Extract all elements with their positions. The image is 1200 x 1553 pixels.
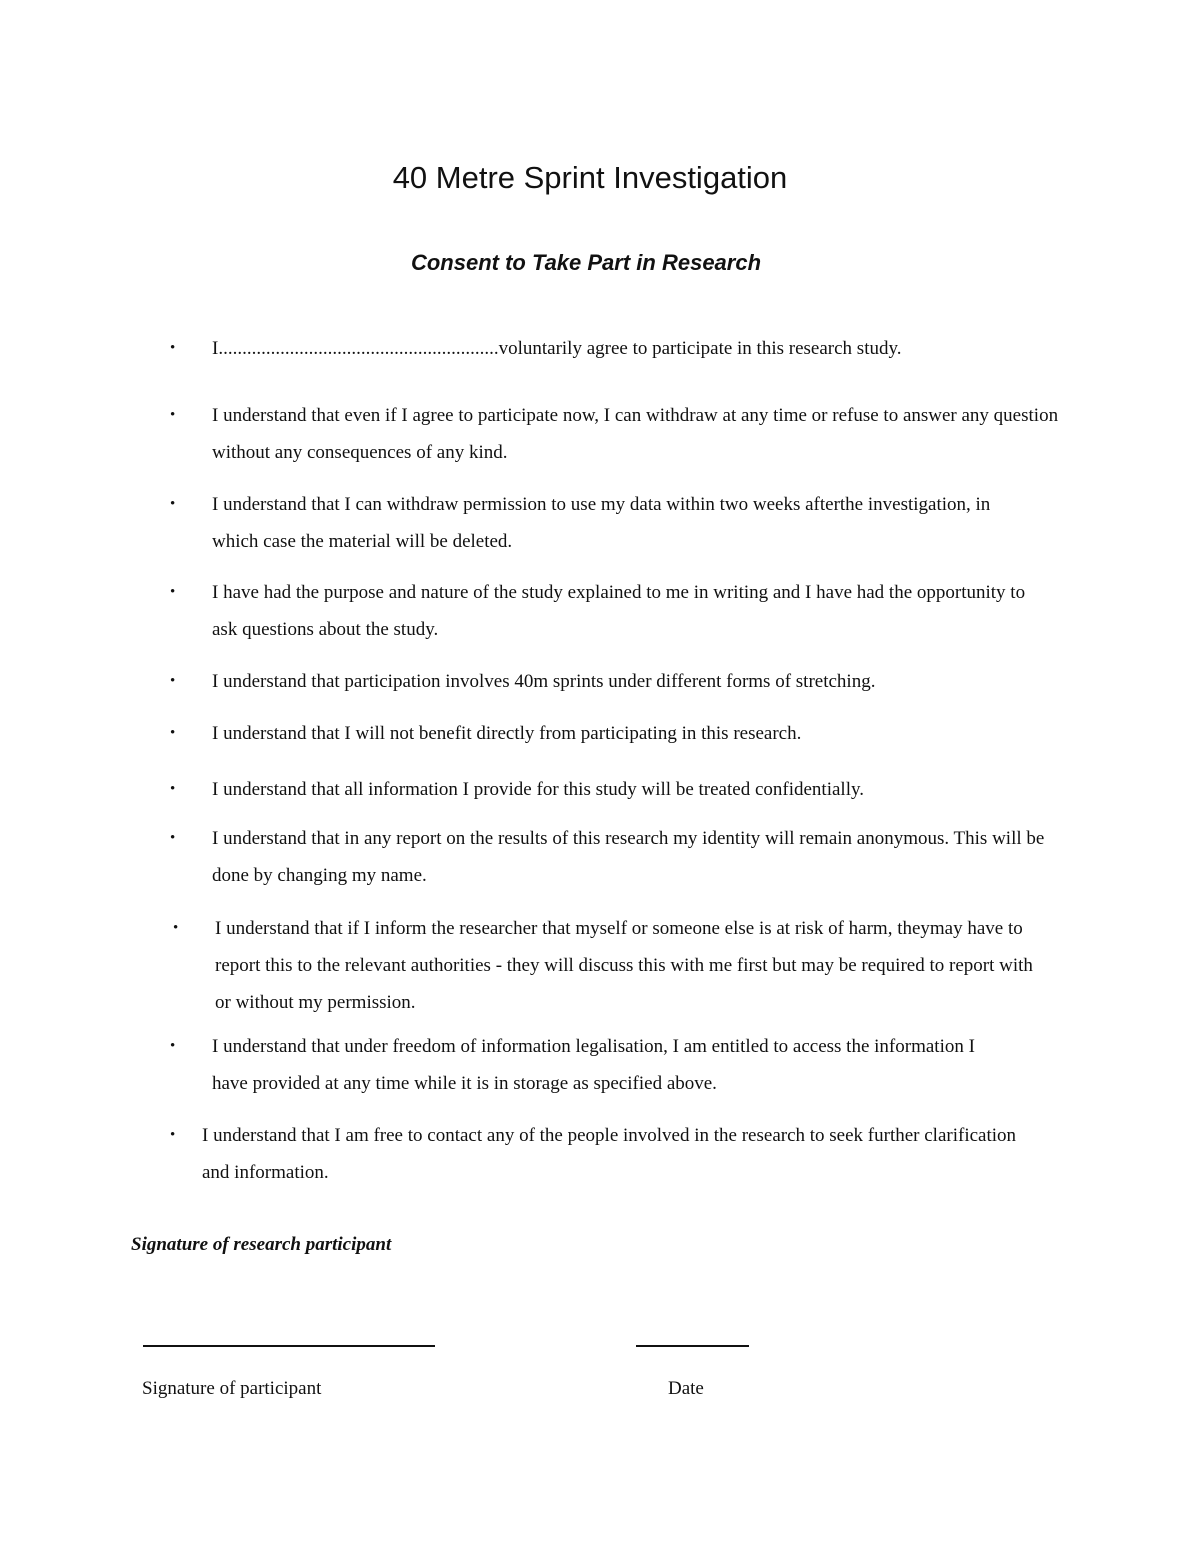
bullet-icon: • bbox=[170, 496, 176, 512]
bullet-icon: • bbox=[170, 584, 176, 600]
bullet-icon: • bbox=[170, 1127, 176, 1143]
consent-statement bbox=[170, 1028, 992, 1102]
bullet-icon: • bbox=[170, 407, 176, 423]
bullet-icon: • bbox=[170, 781, 176, 797]
statement-text: I understand that I will not benefit directly from participating in this research. bbox=[212, 723, 802, 744]
signature-label: Signature of participant bbox=[142, 1378, 322, 1399]
consent-statement bbox=[173, 910, 1045, 1021]
date-line[interactable] bbox=[636, 1345, 749, 1347]
consent-statement bbox=[170, 820, 1082, 894]
document-subtitle: Consent to Take Part in Research bbox=[410, 250, 762, 275]
consent-statement bbox=[170, 397, 1072, 471]
statement-text: I understand that all information I provide for this study will be treated confidentially. bbox=[212, 779, 864, 800]
bullet-icon: • bbox=[170, 673, 176, 689]
bullet-icon: • bbox=[173, 920, 179, 936]
statement-text: I understand that under freedom of information legalisation, I am entitled to access the information I have provided at any time while it is in storage as specified above. bbox=[212, 1036, 975, 1094]
consent-statement bbox=[170, 574, 1032, 648]
bullet-icon: • bbox=[170, 1038, 176, 1054]
statement-text: I...........................................................voluntarily agree to participate in this research study. bbox=[212, 338, 902, 359]
consent-statement bbox=[170, 771, 1072, 808]
statement-text: I understand that participation involves 40m sprints under different forms of stretching. bbox=[212, 671, 876, 692]
signature-heading: Signature of research participant bbox=[131, 1234, 392, 1255]
statement-text: I understand that in any report on the results of this research my identity will remain anonymous. This will be done by changing my name. bbox=[212, 828, 1045, 886]
statement-text: I understand that if I inform the researcher that myself or someone else is at risk of harm, theymay have to report this to the relevant authorities - they will discuss this with me first but may be required to report with or without my permission. bbox=[215, 918, 1033, 1013]
statement-text: I understand that I am free to contact any of the people involved in the research to seek further clarification and information. bbox=[202, 1125, 1017, 1183]
consent-statement bbox=[170, 663, 1072, 700]
signature-line[interactable] bbox=[143, 1345, 435, 1347]
consent-statement bbox=[170, 486, 992, 560]
document-title: 40 Metre Sprint Investigation bbox=[392, 160, 788, 195]
statement-text: I understand that I can withdraw permission to use my data within two weeks afterthe investigation, in which case the material will be deleted. bbox=[212, 494, 991, 552]
bullet-icon: • bbox=[170, 830, 176, 846]
statement-text: I understand that even if I agree to participate now, I can withdraw at any time or refuse to answer any question without any consequences of any kind. bbox=[212, 405, 1059, 463]
date-label: Date bbox=[668, 1378, 704, 1399]
consent-statement bbox=[170, 1117, 1042, 1191]
consent-statement bbox=[170, 330, 1072, 367]
consent-statement bbox=[170, 715, 1072, 752]
bullet-icon: • bbox=[170, 340, 176, 356]
bullet-icon: • bbox=[170, 725, 176, 741]
statement-text: I have had the purpose and nature of the study explained to me in writing and I have had the opportunity to ask questions about the study. bbox=[212, 582, 1026, 640]
